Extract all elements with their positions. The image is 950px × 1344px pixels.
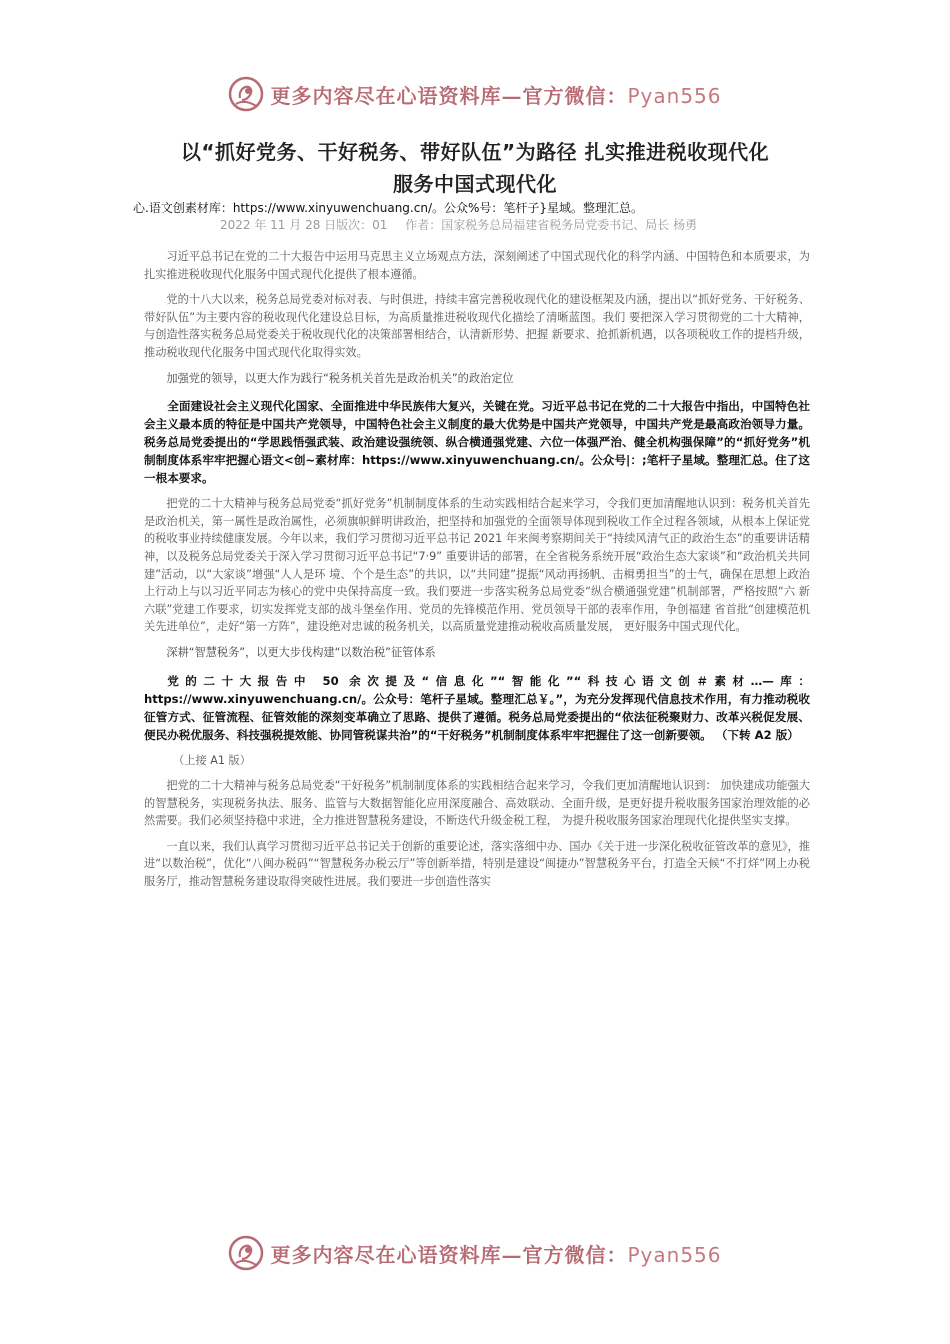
- title-line-2: 服务中国式现代化: [393, 172, 557, 196]
- paragraph: 把党的二十大精神与税务总局党委“抓好党务”机制制度体系的生动实践相结合起来学习，令我们更加清醒地认识到：税务机关首先是政治机关，第一属性是政治属性，必须旗帜鲜明讲政治，把坚持和加强党的全面领导体现到税收工作全过程各领域，从根本上保证党的税收事业持续健康发展。今年以来，我们学习贯彻习近平总书记 2021 年来闽考察期间关于“持续风清气正的政治生态”的重要讲话精神，以及税务总局党委关于深入学习贯彻习近平总书记“7·9” 重要讲话的部署，在全省税务系统开展“政治生态大家谈”和“政治机关共同建”活动，以“大家谈”增强“人人是环 境、个个是生态”的共识，以“共同建”提振“风动再扬帆、击楫勇担当”的士气，确保在思想上政治上行动上与以习近平同志为核心的党中央保持高度一致。我们要进一步落实税务总局党委“纵合横通强党建”机制部署，严格按照“六 新六联”党建工作要求，切实发挥党支部的战斗堡垒作用、党员的先锋模范作用、党员领导干部的表率作用，争创福建 省首批“创建模范机关先进单位”，走好“第一方阵”，建设绝对忠诚的税务机关，以高质量党建推动税收高质量发展， 更好服务中国式现代化。: [144, 497, 810, 634]
- paragraph: 党的十八大以来，税务总局党委对标对表、与时俱进，持续丰富完善税收现代化的建设框架及内涵，提出以“抓好党务、干好税务、带好队伍”为主要内容的税收现代化建设总目标，为高质量推进税收现代化描绘了清晰蓝图。我们 要把深入学习贯彻党的二十大精神，与创造性落实税务总局党委关于税收现代化的决策部署相结合，认清新形势、把握 新要求、抢抓新机遇，以各项税收工作的提档升级，推动税收现代化服务中国式现代化取得实效。: [144, 293, 810, 359]
- article-body: [144, 248, 810, 899]
- banner-text: 更多内容尽在心语资料库—官方微信：Pyan556: [270, 1242, 722, 1267]
- wechat-id: Pyan556: [627, 1242, 722, 1267]
- paragraph: 把党的二十大精神与税务总局党委“干好税务”机制制度体系的实践相结合起来学习，令我们更加清醒地认识到： 加快建成功能强大的智慧税务，实现税务执法、服务、监管与大数据智能化应用深度融合、高效联动、全面升级，是更好提升税收服务国家治理效能的必然需要。我们必须坚持稳中求进，全力推进智慧税务建设，不断迭代升级金税工程， 为提升税收服务国家治理现代化提供坚实支撑。: [144, 779, 810, 828]
- article-meta: [220, 216, 711, 233]
- section-heading: 深耕“智慧税务”，以更大步伐构建“以数治税”征管体系: [166, 645, 436, 659]
- article-author: 作者：国家税务总局福建省税务局党委书记、局长 杨勇: [405, 218, 698, 232]
- article-title: [120, 136, 830, 200]
- source-line: 心.语文创素材库：https://www.xinyuwenchuang.cn/。公众%号：笔杆子}星域。整理汇总。: [133, 201, 644, 215]
- paragraph: 党的二十大报告中 50 余次提及“信息化”“智能化”“科技心语文创＃素材…—库：https://www.xinyuwenchuang.cn/。公众号：笔杆子星域。整理汇总￥。”，为充分发挥现代信息技术作用，有力推动税收征管方式、征管流程、征管效能的深刻变革确立了思路、提供了遵循。税务总局党委提出的“依法征税聚财力、改革兴税促发展、便民办税优服务、科技强税提效能、协同管税谋共治”的“干好税务”机制制度体系牢牢把握住了这一创新要领。 （下转 A2 版）: [144, 673, 810, 742]
- continuation-note: （上接 A1 版）: [173, 753, 251, 767]
- wechat-id: Pyan556: [627, 83, 722, 108]
- paragraph: 一直以来，我们认真学习贯彻习近平总书记关于创新的重要论述，落实落细中办、国办《关于进一步深化税收征管改革的意见》，推进“以数治税”，优化“八闽办税码”“智慧税务办税云厅”等创新举措，特别是建设“闽捷办”智慧税务平台，打造全天候“不打烊”网上办税服务厅，推动智慧税务建设取得突破性进展。我们要进一步创造性落实: [144, 839, 810, 889]
- paragraph: 习近平总书记在党的二十大报告中运用马克思主义立场观点方法，深刻阐述了中国式现代化的科学内涵、中国特色和本质要求，为扎实推进税收现代化服务中国式现代化提供了根本遵循。: [144, 250, 810, 281]
- flower-logo-icon: [228, 1235, 264, 1271]
- bottom-banner: [0, 1233, 950, 1273]
- paragraph: 全面建设社会主义现代化国家、全面推进中华民族伟大复兴，关键在党。习近平总书记在党的二十大报告中指出，中国特色社会主义最本质的特征是中国共产党领导，中国特色社会主义制度的最大优势是中国共产党领导，中国共产党是最高政治领导力量。税务总局党委提出的“学思践悟强武装、政治建设强统领、纵合横通强党建、六位一体强严治、健全机构强保障”的“抓好党务”机制制度体系牢牢把握心语文<创~素材库：https://www.xinyuwenchuang.cn/。公众号|：;笔杆子星域。整理汇总。住了这一根本要求。: [144, 399, 810, 486]
- banner-text: 更多内容尽在心语资料库—官方微信：Pyan556: [270, 83, 722, 108]
- title-line-1: 以“抓好党务、干好税务、带好队伍”为路径 扎实推进税收现代化: [180, 140, 770, 164]
- article-date: 2022 年 11 月 28 日版次：01: [220, 218, 388, 232]
- top-banner: [0, 74, 950, 114]
- section-heading: 加强党的领导，以更大作为践行“税务机关首先是政治机关”的政治定位: [166, 371, 514, 385]
- flower-logo-icon: [228, 76, 264, 112]
